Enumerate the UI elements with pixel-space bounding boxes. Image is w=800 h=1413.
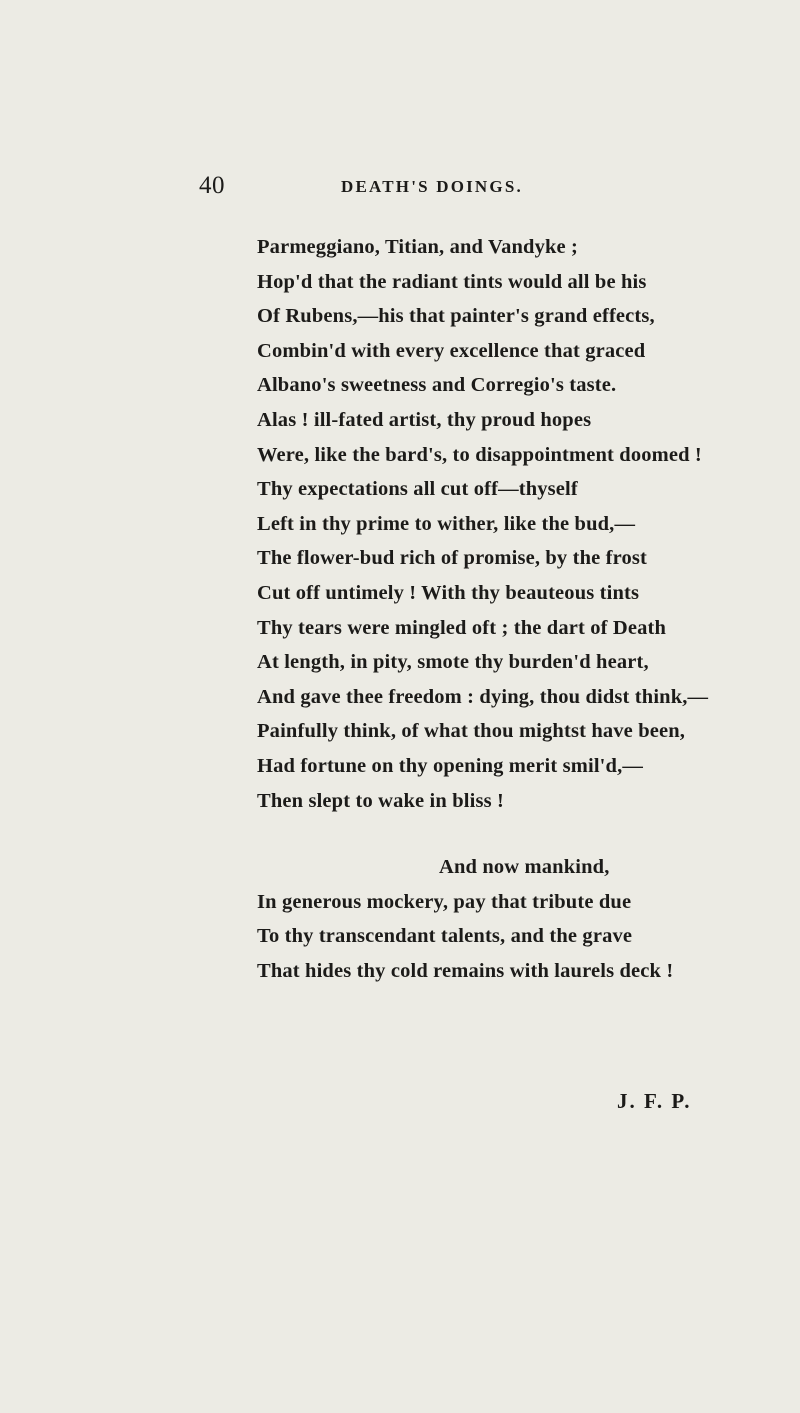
poem-line: That hides thy cold remains with laurels deck ! xyxy=(257,959,674,982)
poem-line: Thy tears were mingled oft ; the dart of Death xyxy=(257,616,667,639)
poem-line: And gave thee freedom : dying, thou didst think,— xyxy=(257,685,709,708)
poem-line: Combin'd with every excellence that graced xyxy=(257,339,646,362)
poem-line: Of Rubens,—his that painter's grand effects, xyxy=(257,305,655,328)
poem-line: To thy transcendant talents, and the grave xyxy=(257,925,633,948)
page-number: 40 xyxy=(199,172,225,199)
poem-line: Albano's sweetness and Corregio's taste. xyxy=(257,374,617,397)
poem-line: Were, like the bard's, to disappointment doomed ! xyxy=(257,443,702,466)
stanza-gap xyxy=(257,818,797,850)
poem-line: Then slept to wake in bliss ! xyxy=(257,789,504,812)
page-header xyxy=(0,172,800,202)
poem-line: In generous mockery, pay that tribute due xyxy=(257,890,632,913)
poem-line-indented: And now mankind, xyxy=(439,856,610,879)
poem-line: At length, in pity, smote thy burden'd heart, xyxy=(257,651,649,674)
poem-line: Left in thy prime to wither, like the bud,— xyxy=(257,512,636,535)
poem-line: Alas ! ill-fated artist, thy proud hopes xyxy=(257,408,592,431)
poem-line: Had fortune on thy opening merit smil'd,— xyxy=(257,754,643,777)
running-head: DEATH'S DOINGS. xyxy=(341,177,523,196)
poem-line: Hop'd that the radiant tints would all be his xyxy=(257,270,647,293)
poem xyxy=(257,230,797,988)
poem-line: Cut off untimely ! With thy beauteous tints xyxy=(257,581,640,604)
poem-line: Parmeggiano, Titian, and Vandyke ; xyxy=(257,236,579,258)
poem-line: Thy expectations all cut off—thyself xyxy=(257,478,578,501)
author-signature: J. F. P. xyxy=(617,1089,692,1113)
poem-line: Painfully think, of what thou mightst have been, xyxy=(257,720,686,743)
poem-line: The flower-bud rich of promise, by the frost xyxy=(257,547,648,570)
